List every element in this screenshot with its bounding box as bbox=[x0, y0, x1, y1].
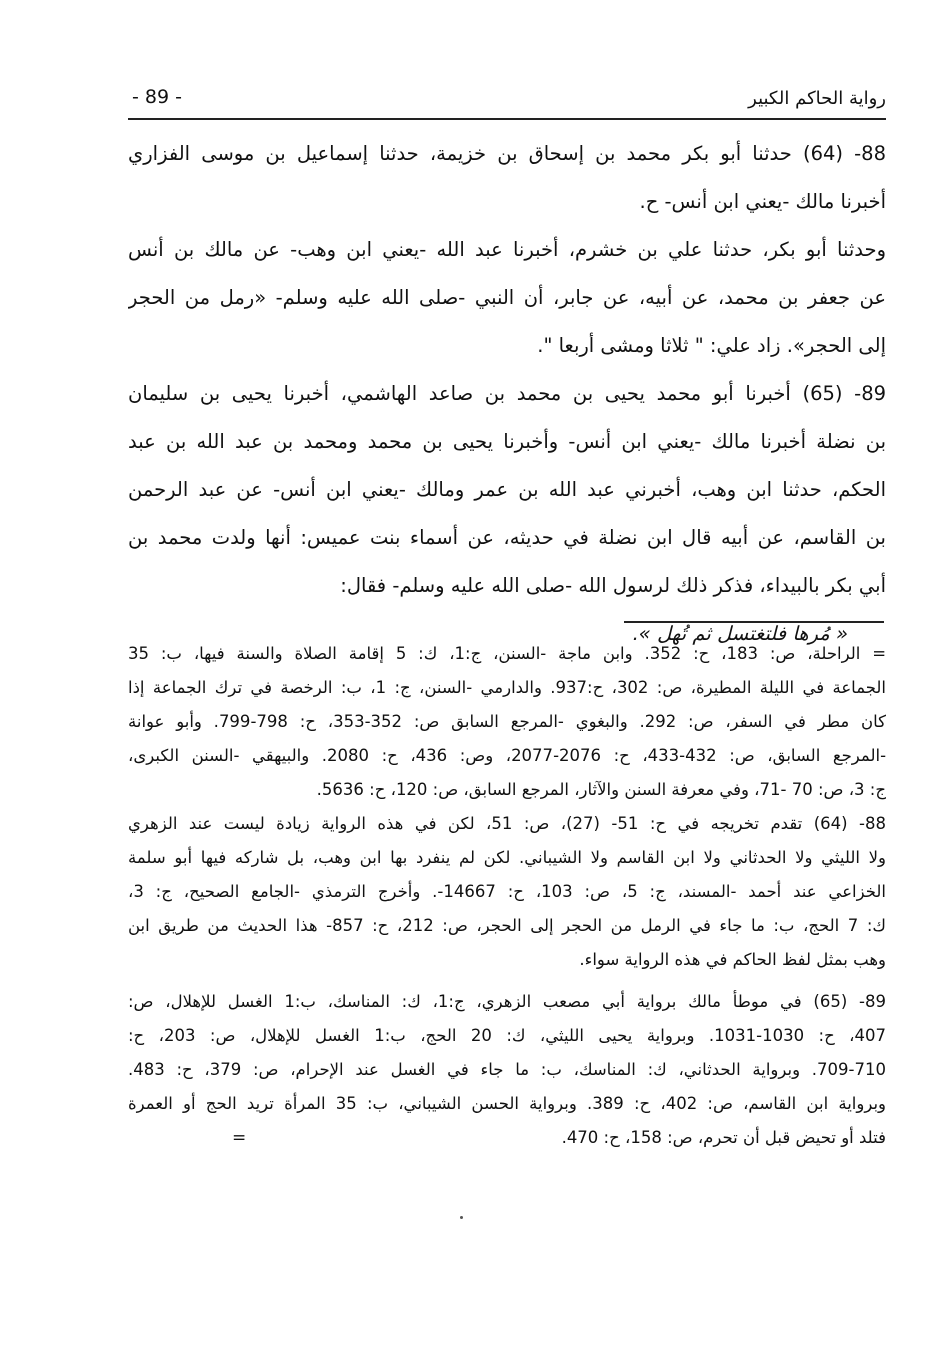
footnote-separator bbox=[624, 621, 884, 623]
hadith-quote: « مُرها فلتغتسل ثم تُهل ». bbox=[632, 622, 848, 645]
main-text bbox=[128, 132, 886, 660]
footnote-gap bbox=[128, 978, 886, 986]
footnote-89-line: وبرواية ابن القاسم، ص: 402، ح: 389. وبرواية الحسن الشيباني، ب: 35 المرأة تريد الحج أو العمرة bbox=[128, 1094, 886, 1113]
footnote-88-line: الخزاعي عند أحمد -المسند، ج: 5، ص: 103، ح: 14667-. وأخرج الترمذي -الجامع الصحيح، ج: 3، bbox=[128, 882, 886, 901]
footnote-89-line: 407، ح: 1030-1031. وبرواية يحيى الليثي، ك: 20 الحج، ب:1 الغسل للإهلال، ص: 203، ح: bbox=[128, 1026, 886, 1045]
continuation-mark: = bbox=[232, 1128, 247, 1148]
footnote-89-line: 709-710. وبرواية الحدثاني، ك: المناسك، ب: ما جاء في الغسل عند الإحرام، ص: 379، ح: 483. bbox=[128, 1060, 886, 1079]
running-title: رواية الحاكم الكبير bbox=[748, 88, 886, 109]
page-header bbox=[128, 84, 886, 120]
footnote-line: -المرجع السابق، ص: 432-433، ح: 2076-2077، وص: 436، ح: 2080. والبيهقي -السنن الكبرى، bbox=[128, 746, 886, 765]
text-line: أخبرنا مالك -يعني ابن أنس- ح. bbox=[639, 190, 886, 213]
footnote-88-line: وهب بمثل لفظ الحاكم في هذه الرواية سواء. bbox=[579, 950, 886, 969]
text-line: الحكم، حدثنا ابن وهب، أخبرني عبد الله بن عمر ومالك -يعني ابن أنس- عن عبد الرحمن bbox=[128, 478, 886, 501]
footnote-line: كان مطر في السفر، ص: 292. والبغوي -المرجع السابق ص: 352-353، ح: 798-799. وأبو عوانة bbox=[128, 712, 886, 731]
footnote-88-line: 88- (64) تقدم تخريجه في ح: 51- (27)، ص: 51، لكن في هذه الرواية زيادة ليست عند الزهري bbox=[128, 814, 886, 833]
footnote-line: الجماعة في الليلة المطيرة، ص: 302، ح:937. والدارمي -السنن، ج: 1، ب: الرخصة في ترك الجماعة إذا bbox=[128, 678, 886, 697]
footnote-line: ج: 3، ص: 70 -71، وفي معرفة السنن والآثار، المرجع السابق، ص: 120، ح: 5636. bbox=[316, 780, 886, 799]
ink-speck bbox=[460, 1216, 463, 1219]
text-line: إلى الحجر». زاد علي: " ثلاثا ومشى أربعا ". bbox=[537, 334, 886, 357]
footnote-89-text: فتلد أو تحيض قبل أن تحرم، ص: 158، ح: 470. bbox=[561, 1128, 886, 1147]
footnote-88-line: ولا الليثي ولا الحدثاني ولا ابن القاسم ولا الشيباني. لكن لم ينفرد بها ابن وهب، بل شاركه فيها أبو سلمة bbox=[128, 848, 886, 867]
text-line: 89- (65) أخبرنا أبو محمد يحيى بن محمد بن صاعد الهاشمي، أخبرنا يحيى بن سليمان bbox=[128, 382, 886, 405]
text-line: بن نضلة أخبرنا مالك -يعني ابن أنس- وأخبرنا يحيى بن محمد ومحمد بن عبد الله بن عبد bbox=[128, 430, 886, 453]
text-line: بن القاسم، عن أبيه قال ابن نضلة في حديثه، عن أسماء بنت عميس: أنها ولدت محمد بن bbox=[128, 526, 886, 549]
text-line: عن جعفر بن محمد، عن أبيه، عن جابر، أن النبي -صلى الله عليه وسلم- «رمل من الحجر bbox=[128, 286, 886, 309]
page-number: - 89 - bbox=[132, 86, 182, 108]
footnote-89-line-last bbox=[128, 1122, 886, 1156]
text-line: 88- (64) حدثنا أبو بكر محمد بن إسحاق بن خزيمة، حدثنا إسماعيل بن موسى الفزاري bbox=[128, 142, 886, 165]
text-line: أبي بكر بالبيداء، فذكر ذلك لرسول الله -صلى الله عليه وسلم- فقال: bbox=[340, 574, 886, 597]
footnote-89-line: 89- (65) في موطأ مالك برواية أبي مصعب الزهري، ج:1، ك: المناسك، ب:1 الغسل للإهلال، ص: bbox=[128, 992, 886, 1011]
footnote-88-line: ك: 7 الحج، ب: ما جاء في الرمل من الحجر إلى الحجر، ص: 212، ح: 857- هذا الحديث من طريق ابن bbox=[128, 916, 886, 935]
footnotes bbox=[128, 638, 886, 1156]
text-line: وحدثنا أبو بكر، حدثنا علي بن خشرم، أخبرنا عبد الله -يعني ابن وهب- عن مالك بن أنس bbox=[128, 238, 886, 261]
footnote-line: = الراحلة، ص: 183، ح: 352. وابن ماجة -السنن، ج:1، ك: 5 إقامة الصلاة والسنة فيها، ب: 35 bbox=[128, 644, 886, 663]
